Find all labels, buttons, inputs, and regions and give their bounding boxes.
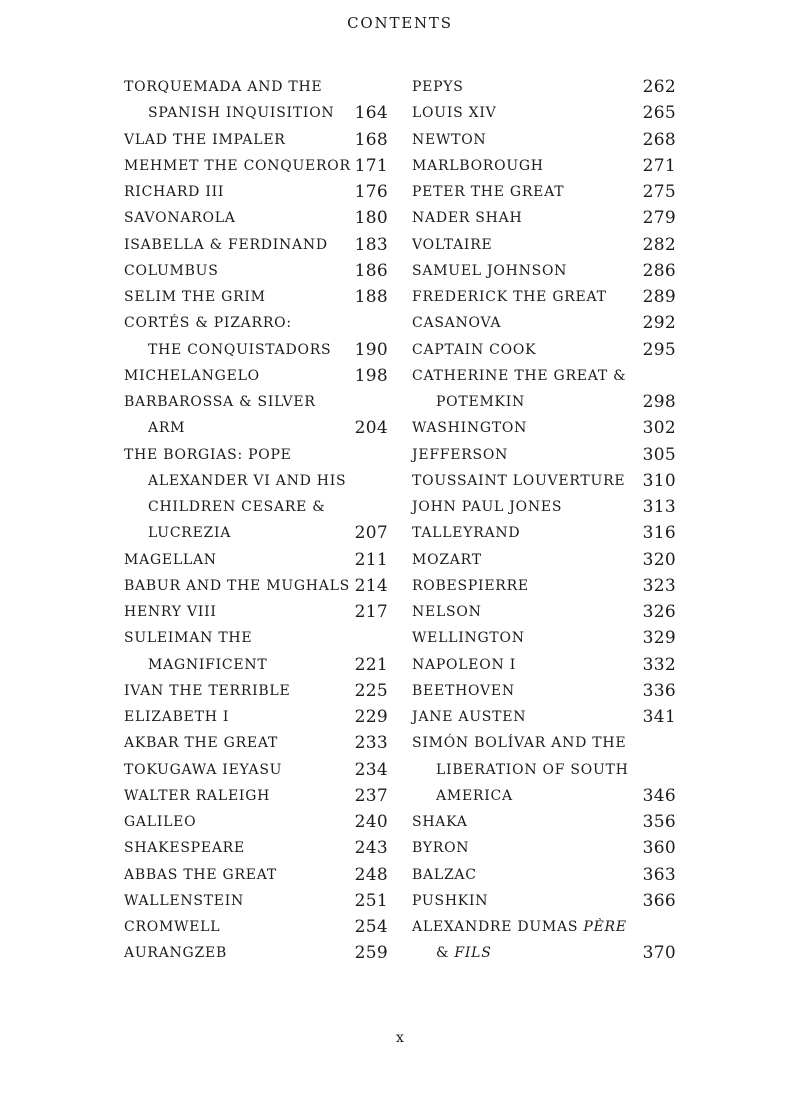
toc-entry-title: FREDERICK THE GREAT: [412, 289, 607, 305]
toc-entry-title: WALTER RALEIGH: [124, 787, 271, 804]
toc-entry-line: [412, 835, 676, 861]
toc-entry-line: [412, 258, 676, 284]
toc-entry-line: [412, 573, 676, 599]
toc-page-number: 326: [642, 602, 676, 622]
toc-entry-line: [124, 652, 388, 678]
toc-entry-title: THE CONQUISTADORS: [148, 341, 332, 358]
toc-entry-line: [412, 100, 676, 126]
toc-entry-title: TOKUGAWA IEYASU: [124, 761, 283, 778]
toc-entry-title: JANE AUSTEN: [412, 709, 527, 725]
toc-entry-line: [124, 205, 388, 231]
toc-page-number: 237: [354, 785, 388, 806]
toc-entry-line: [412, 179, 676, 205]
toc-page-number: 262: [642, 77, 676, 97]
toc-page-number: 229: [354, 707, 388, 727]
toc-entry-title: SIMÓN BOLÍVAR AND THE: [412, 735, 627, 752]
toc-entry-line: [124, 100, 388, 126]
toc-entry-title: MAGELLAN: [124, 551, 217, 568]
toc-page-number: 366: [642, 890, 676, 911]
page-title: CONTENTS: [347, 14, 453, 32]
toc-entry-line: [412, 310, 676, 336]
toc-page-number: 171: [354, 155, 388, 176]
toc-entry-line: [412, 599, 676, 625]
toc-page-number: 207: [354, 523, 388, 544]
toc-entry-line: [412, 468, 676, 494]
toc-entry-line: [412, 127, 676, 153]
toc-entry-title: AURANGZEB: [124, 945, 227, 962]
toc-entry-italic: FILS: [454, 945, 492, 962]
toc-entry-line: [412, 757, 676, 783]
toc-entry-title: TALLEYRAND: [412, 525, 521, 542]
toc-entry-line: [412, 520, 676, 546]
toc-entry-title: CATHERINE THE GREAT &: [412, 367, 627, 384]
toc-page-number: 302: [642, 418, 676, 439]
page-folio: x: [396, 1030, 404, 1046]
toc-entry-line: [124, 363, 388, 389]
toc-page-number: 259: [354, 943, 388, 964]
toc-entry-title: VOLTAIRE: [412, 236, 493, 253]
toc-page-number: 360: [642, 838, 676, 859]
toc-page-number: 271: [642, 155, 676, 176]
toc-entry-title: RICHARD III: [124, 184, 225, 200]
toc-entry-title: LOUIS XIV: [412, 105, 497, 122]
toc-page-number: 289: [642, 287, 676, 307]
toc-entry-title: MEHMET THE CONQUEROR: [124, 157, 351, 174]
toc-entry-line: [124, 284, 388, 310]
contents-right-column: [412, 74, 676, 967]
toc-entry-title: SELIM THE GRIM: [124, 289, 266, 305]
toc-page-number: 188: [354, 287, 388, 307]
toc-entry-line: [412, 153, 676, 179]
toc-entry-title: TORQUEMADA AND THE: [124, 79, 323, 95]
toc-entry-title: MARLBOROUGH: [412, 157, 544, 174]
toc-entry-title: SAVONAROLA: [124, 210, 236, 227]
toc-entry-title: CORTÉS & PIZARRO:: [124, 315, 292, 332]
toc-page-number: 356: [642, 812, 676, 832]
toc-page-number: 310: [642, 470, 676, 491]
toc-entry-title: NADER SHAH: [412, 210, 523, 227]
toc-entry-line: [124, 520, 388, 546]
toc-entry-title: POTEMKIN: [436, 394, 526, 410]
toc-entry-title: MOZART: [412, 551, 482, 568]
toc-entry-title: BEETHOVEN: [412, 682, 515, 699]
toc-entry-title: VLAD THE IMPALER: [124, 131, 286, 148]
toc-entry-title: CASANOVA: [412, 315, 502, 332]
toc-entry-line: [124, 599, 388, 625]
toc-page-number: 286: [642, 260, 676, 281]
toc-entry-title: WALLENSTEIN: [124, 892, 245, 909]
toc-entry-line: [124, 678, 388, 704]
toc-entry-line: [412, 415, 676, 441]
toc-entry-line: [124, 625, 388, 651]
toc-page-number: 323: [642, 575, 676, 596]
toc-page-number: 198: [354, 365, 388, 386]
toc-entry-line: [124, 153, 388, 179]
toc-page-number: 282: [642, 234, 676, 255]
toc-entry-title: ISABELLA & FERDINAND: [124, 236, 328, 253]
toc-entry-line: [124, 940, 388, 966]
toc-page-number: 190: [354, 339, 388, 360]
toc-page-number: 268: [642, 129, 676, 150]
toc-entry-line: [124, 468, 388, 494]
toc-entry-title: MAGNIFICENT: [148, 656, 268, 673]
toc-page-number: 295: [642, 339, 676, 360]
toc-page-number: 320: [642, 549, 676, 570]
toc-page-number: 275: [642, 182, 676, 202]
toc-entry-line: [412, 547, 676, 573]
toc-entry-line: [412, 704, 676, 730]
toc-page-number: 221: [354, 654, 388, 675]
toc-entry-line: [124, 442, 388, 468]
toc-entry-line: [124, 258, 388, 284]
toc-entry-line: [124, 179, 388, 205]
toc-entry-title: NELSON: [412, 604, 482, 620]
toc-entry-line: [412, 730, 676, 756]
toc-entry-line: [124, 757, 388, 783]
toc-entry-title: THE BORGIAS: POPE: [124, 446, 292, 463]
toc-entry-title: SPANISH INQUISITION: [148, 105, 335, 122]
toc-entry-line: [124, 914, 388, 940]
toc-entry-line: [124, 888, 388, 914]
toc-entry-line: [124, 494, 388, 520]
toc-entry-title: IVAN THE TERRIBLE: [124, 682, 291, 699]
toc-entry-line: [124, 389, 388, 415]
toc-entry-title: SAMUEL JOHNSON: [412, 262, 568, 279]
toc-entry-line: [124, 809, 388, 835]
toc-page-number: 183: [354, 234, 388, 255]
toc-entry-line: [412, 940, 676, 966]
toc-page-number: 164: [354, 103, 388, 124]
toc-page-number: 254: [354, 917, 388, 937]
toc-entry-line: [124, 232, 388, 258]
toc-page-number: 363: [642, 864, 676, 885]
toc-entry-title: NAPOLEON I: [412, 656, 516, 673]
toc-entry-title: NEWTON: [412, 131, 487, 148]
toc-entry-line: [412, 494, 676, 520]
toc-entry-line: [412, 862, 676, 888]
toc-entry-line: [412, 678, 676, 704]
toc-entry-italic: PÈRE: [583, 919, 627, 935]
toc-entry-title: ELIZABETH I: [124, 709, 230, 725]
toc-entry-line: [412, 389, 676, 415]
toc-entry-line: [124, 310, 388, 336]
toc-page-number: 168: [354, 129, 388, 150]
toc-entry-title: GALILEO: [124, 814, 197, 830]
toc-entry-title: BALZAC: [412, 866, 477, 883]
toc-entry-title: WELLINGTON: [412, 630, 525, 647]
toc-entry-line: [412, 914, 676, 940]
toc-page-number: 336: [642, 680, 676, 701]
toc-entry-line: [412, 809, 676, 835]
toc-entry-line: [124, 127, 388, 153]
toc-page-number: 186: [354, 260, 388, 281]
toc-entry-title: TOUSSAINT LOUVERTURE: [412, 472, 626, 489]
toc-entry-title: ALEXANDER VI AND HIS: [148, 472, 347, 489]
toc-page-number: 279: [642, 208, 676, 229]
toc-entry-line: [412, 888, 676, 914]
toc-entry-title: PETER THE GREAT: [412, 184, 565, 200]
toc-page-number: 313: [642, 497, 676, 517]
toc-page-number: 298: [642, 392, 676, 412]
toc-entry-title: & FILS: [436, 945, 492, 962]
toc-entry-line: [412, 232, 676, 258]
toc-entry-line: [124, 730, 388, 756]
toc-entry-title: CHILDREN CESARE &: [148, 499, 326, 515]
toc-entry-title: BABUR AND THE MUGHALS: [124, 577, 351, 594]
toc-entry-title: SHAKA: [412, 814, 468, 830]
toc-page-number: 214: [354, 575, 388, 596]
contents-left-column: [124, 74, 388, 967]
toc-entry-line: [412, 284, 676, 310]
toc-entry-line: [124, 547, 388, 573]
toc-entry-title: PUSHKIN: [412, 892, 489, 909]
toc-entry-line: [412, 783, 676, 809]
toc-entry-line: [124, 835, 388, 861]
toc-page-number: 346: [642, 785, 676, 806]
toc-entry-title: CAPTAIN COOK: [412, 341, 537, 358]
toc-entry-line: [124, 783, 388, 809]
toc-entry-line: [124, 74, 388, 100]
toc-entry-title: AKBAR THE GREAT: [124, 735, 279, 752]
toc-page-number: 370: [642, 943, 676, 964]
toc-entry-line: [412, 74, 676, 100]
toc-page-number: 329: [642, 628, 676, 649]
toc-page-number: 233: [354, 733, 388, 754]
toc-entry-title: AMERICA: [436, 787, 513, 804]
toc-entry-line: [412, 442, 676, 468]
toc-page-number: 251: [354, 890, 388, 911]
toc-entry-title: COLUMBUS: [124, 262, 219, 279]
toc-entry-line: [412, 205, 676, 231]
toc-page-number: 204: [354, 418, 388, 439]
toc-entry-title: BYRON: [412, 840, 470, 857]
toc-entry-title: CROMWELL: [124, 919, 221, 935]
toc-entry-title: ROBESPIERRE: [412, 577, 529, 594]
toc-entry-line: [124, 415, 388, 441]
toc-entry-line: [412, 652, 676, 678]
toc-entry-line: [124, 704, 388, 730]
toc-page-number: 265: [642, 103, 676, 124]
toc-entry-title: JOHN PAUL JONES: [412, 499, 563, 515]
toc-page-number: 225: [354, 680, 388, 701]
toc-page-number: 176: [354, 182, 388, 202]
toc-page-number: 240: [354, 812, 388, 832]
toc-page-number: 292: [642, 313, 676, 334]
toc-entry-title: LUCREZIA: [148, 525, 232, 542]
toc-entry-title: ARM: [148, 420, 186, 437]
toc-entry-title: SHAKESPEARE: [124, 840, 245, 857]
toc-page-number: 243: [354, 838, 388, 859]
toc-page-number: 316: [642, 523, 676, 544]
toc-entry-title: ABBAS THE GREAT: [124, 866, 277, 883]
toc-entry-title: LIBERATION OF SOUTH: [436, 761, 629, 778]
toc-page-number: 211: [354, 549, 388, 570]
toc-entry-title: PEPYS: [412, 79, 464, 95]
toc-page-number: 180: [354, 208, 388, 229]
toc-page-number: 217: [354, 602, 388, 622]
toc-entry-line: [412, 625, 676, 651]
toc-entry-line: [412, 337, 676, 363]
toc-entry-title: BARBAROSSA & SILVER: [124, 394, 316, 410]
toc-entry-title: MICHELANGELO: [124, 367, 260, 384]
toc-page-number: 234: [354, 759, 388, 780]
toc-page-number: 305: [642, 444, 676, 465]
toc-entry-title: SULEIMAN THE: [124, 630, 253, 647]
toc-entry-line: [124, 573, 388, 599]
toc-entry-title: JEFFERSON: [412, 446, 509, 463]
toc-entry-line: [412, 363, 676, 389]
toc-entry-line: [124, 862, 388, 888]
toc-entry-title: WASHINGTON: [412, 420, 528, 437]
toc-entry-title: ALEXANDRE DUMAS PÈRE: [412, 919, 627, 935]
toc-entry-line: [124, 337, 388, 363]
toc-page-number: 248: [354, 864, 388, 885]
toc-entry-title: HENRY VIII: [124, 604, 217, 620]
toc-page-number: 332: [642, 654, 676, 675]
toc-page-number: 341: [642, 707, 676, 727]
